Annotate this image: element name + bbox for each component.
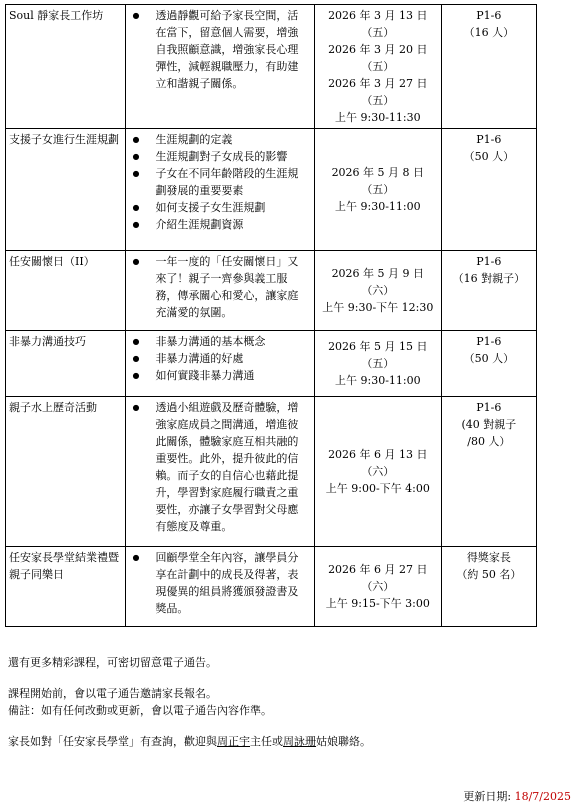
course-description (126, 5, 315, 129)
date-line: 2026 年 6 月 13 日（六） (328, 448, 428, 478)
bullet-list (126, 131, 311, 233)
course-description (126, 331, 315, 397)
course-target (441, 331, 536, 397)
note-contact: 家長如對「任安家長學堂」有查詢，歡迎與周正宇主任或周詠珊姑娘聯絡。 (8, 735, 371, 748)
target-line: （16 人） (463, 26, 515, 39)
course-target (441, 547, 536, 627)
course-row (6, 129, 537, 251)
date-line: 上午 9:30-11:00 (335, 374, 421, 387)
note-more-courses: 還有更多精彩課程，可密切留意電子通告。 (8, 656, 217, 669)
contact-person-1: 周正宇 (217, 735, 250, 748)
course-target (441, 397, 536, 547)
date-line: 上午 9:30-11:00 (335, 200, 421, 213)
course-description (126, 397, 315, 547)
date-line: 2026 年 6 月 27 日（六） (328, 563, 428, 593)
note-remark: 備註：如有任何改動或更新，會以電子通告內容作準。 (8, 704, 272, 717)
course-name: Soul 靜家長工作坊 (6, 5, 126, 129)
course-description (126, 547, 315, 627)
target-line: （50 人） (463, 150, 515, 163)
course-description (126, 129, 315, 251)
course-row (6, 5, 537, 129)
bullet-item: ● 介紹生涯規劃資源 (126, 216, 311, 233)
course-table (5, 4, 537, 627)
bullet-item: ● 一年一度的「任安關懷日」又來了！親子一齊參與義工服務，傳承關心和愛心，讓家庭充滿愛的氛圍。 (126, 253, 311, 321)
bullet-item: ● 透過靜觀可給予家長空間，活在當下，留意個人需要，增強自我照顧意識，增強家長心理彈性，減輕親職壓力，有助建立和諧親子關係。 (126, 7, 311, 92)
course-target (441, 129, 536, 251)
target-line: P1-6 (476, 255, 502, 268)
bullet-list (126, 399, 311, 535)
bullet-item: ● 回顧學堂全年內容，讓學員分享在計劃中的成長及得著，表現優異的組員將獲頒發證書及獎品。 (126, 549, 311, 617)
bullet-list (126, 253, 311, 321)
course-name: 支援子女進行生涯規劃 (6, 129, 126, 251)
date-line: 2026 年 5 月 8 日（五） (331, 166, 425, 196)
course-name: 任安關懷日（II） (6, 251, 126, 331)
date-line: 上午 9:30-下午 12:30 (322, 301, 434, 314)
target-line: （約 50 名） (456, 568, 522, 581)
date-line: 2026 年 3 月 20 日（五） (328, 43, 428, 73)
course-name: 親子水上歷奇活動 (6, 397, 126, 547)
date-line: 上午 9:00-下午 4:00 (325, 482, 430, 495)
course-name: 任安家長學堂結業禮暨親子同樂日 (6, 547, 126, 627)
target-line: /80 人） (467, 435, 511, 448)
bullet-item: ● 子女在不同年齡階段的生涯規劃發展的重要要素 (126, 165, 311, 199)
course-date (314, 251, 441, 331)
bullet-item: ● 如何實踐非暴力溝通 (126, 367, 311, 384)
update-date: 更新日期: 18/7/2025 (463, 790, 571, 803)
course-row (6, 331, 537, 397)
bullet-list (126, 549, 311, 617)
target-line: P1-6 (476, 133, 502, 146)
course-date (314, 331, 441, 397)
course-row (6, 251, 537, 331)
course-target (441, 251, 536, 331)
date-line: 上午 9:30-11:30 (335, 111, 421, 124)
date-line: 2026 年 5 月 9 日（六） (331, 267, 425, 297)
course-target (441, 5, 536, 129)
bullet-list (126, 7, 311, 92)
target-line: (40 對親子 (461, 418, 517, 431)
date-line: 上午 9:15-下午 3:00 (325, 597, 430, 610)
target-line: P1-6 (476, 335, 502, 348)
target-line: （16 對親子） (452, 272, 526, 285)
contact-person-2: 周詠珊 (283, 735, 316, 748)
note-registration: 課程開始前，會以電子通告邀請家長報名。 (8, 687, 217, 700)
date-line: 2026 年 5 月 15 日（五） (328, 340, 428, 370)
course-date (314, 547, 441, 627)
target-line: P1-6 (476, 9, 502, 22)
course-date (314, 129, 441, 251)
date-line: 2026 年 3 月 27 日（五） (328, 77, 428, 107)
course-row (6, 547, 537, 627)
bullet-list (126, 333, 311, 384)
bullet-item: ● 生涯規劃的定義 (126, 131, 311, 148)
update-date-value: 18/7/2025 (514, 790, 571, 803)
bullet-item: ● 如何支援子女生涯規劃 (126, 199, 311, 216)
bullet-item: ● 生涯規劃對子女成長的影響 (126, 148, 311, 165)
course-row (6, 397, 537, 547)
date-line: 2026 年 3 月 13 日（五） (328, 9, 428, 39)
target-line: 得獎家長 (466, 551, 511, 564)
course-name: 非暴力溝通技巧 (6, 331, 126, 397)
target-line: P1-6 (476, 401, 502, 414)
course-description (126, 251, 315, 331)
course-date (314, 5, 441, 129)
bullet-item: ● 非暴力溝通的好處 (126, 350, 311, 367)
bullet-item: ● 透過小組遊戲及歷奇體驗，增強家庭成員之間溝通，增進彼此關係，體驗家庭互相共融的重要性。此外，提升彼此的信賴。而子女的自信心也藉此提升，學習對家庭履行職責之重要性，亦讓子女學習對父母應有態度及尊重。 (126, 399, 311, 535)
course-date (314, 397, 441, 547)
bullet-item: ● 非暴力溝通的基本概念 (126, 333, 311, 350)
target-line: （50 人） (463, 352, 515, 365)
